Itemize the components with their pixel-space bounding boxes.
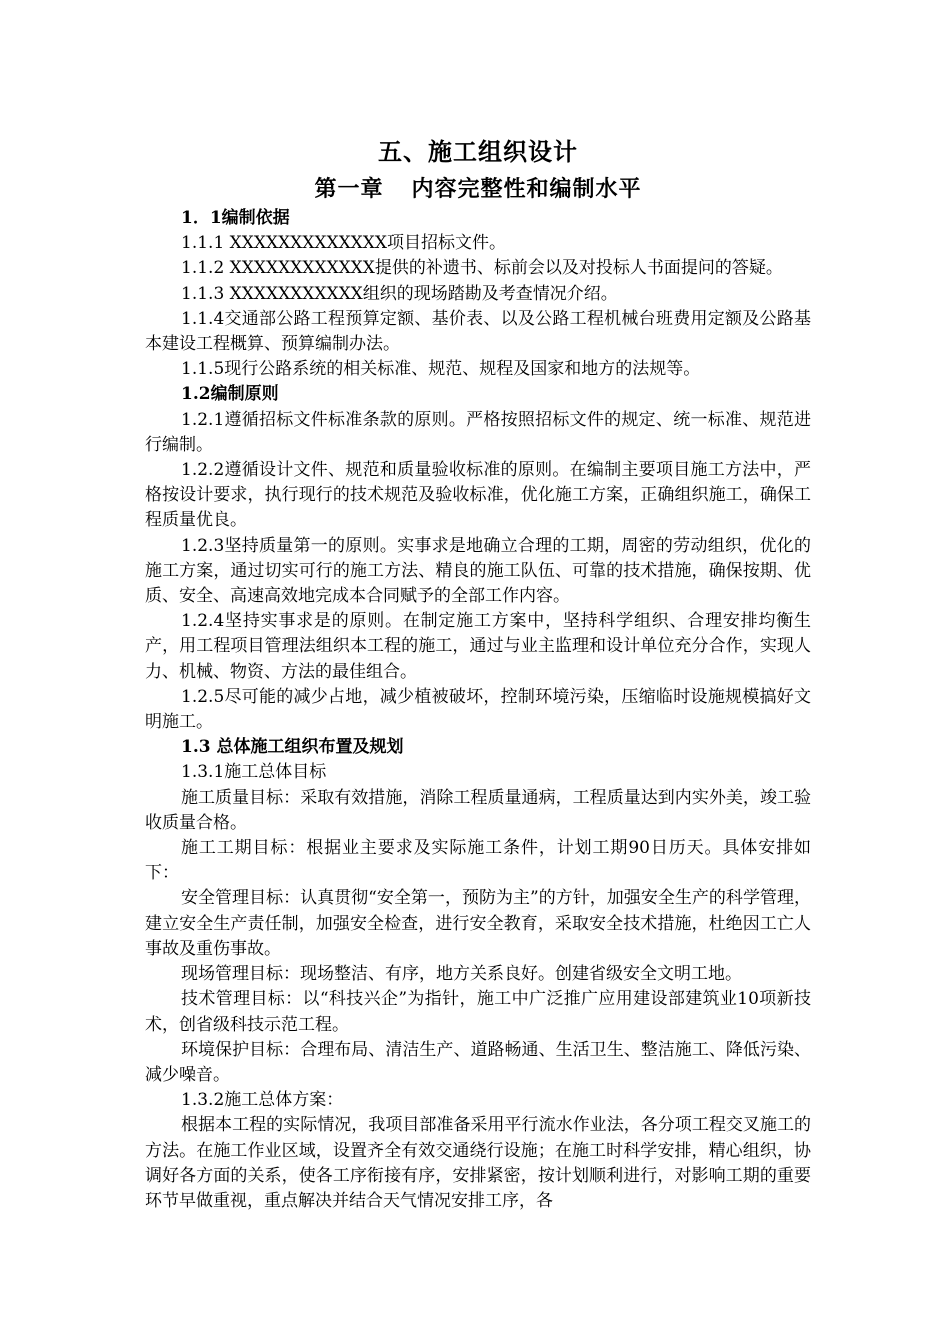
- environment-goal-paragraph: 环境保护目标：合理布局、清洁生产、道路畅通、生活卫生、整洁施工、降低污染、减少噪音。: [145, 1039, 811, 1085]
- paragraph-1-2-5: 1.2.5尽可能的减少占地，减少植被破坏，控制环境污染，压缩临时设施规模搞好文明施工。: [145, 686, 811, 733]
- paragraph-1-2-4: 1.2.4坚持实事求是的原则。在制定施工方案中，坚持科学组织、合理安排均衡生产，用工程项目管理法组织本工程的施工，通过与业主监理和设计单位充分合作，实现人力、机械、物资、方法的最佳组合。: [145, 611, 811, 682]
- paragraph-1-1-3: 1.1.3 XXXXXXXXXXX组织的现场踏勘及考查情况介绍。: [181, 283, 618, 304]
- paragraph-1-2-2: 1.2.2遵循设计文件、规范和质量验收标准的原则。在编制主要项目施工方法中，严格按设计要求，执行现行的技术规范及验收标准，优化施工方案，正确组织施工，确保工程质量优良。: [145, 460, 811, 531]
- subsection-heading-1-3-1: 1.3.1施工总体目标: [181, 762, 327, 783]
- schedule-goal-paragraph: 施工工期目标：根据业主要求及实际施工条件，计划工期90日历天。具体安排如下：: [145, 838, 811, 884]
- subsection-heading-1-3-2: 1.3.2施工总体方案：: [181, 1090, 344, 1111]
- paragraph-1-2-1: 1.2.1遵循招标文件标准条款的原则。严格按照招标文件的规定、统一标准、规范进行编制。: [145, 409, 811, 455]
- safety-goal-paragraph: 安全管理目标：认真贯彻“安全第一，预防为主”的方针，加强安全生产的科学管理，建立安全生产责任制，加强安全检查，进行安全教育，采取安全技术措施，杜绝因工亡人事故及重伤事故。: [145, 888, 811, 959]
- section-heading-1-1: 1．1编制依据: [181, 208, 290, 228]
- paragraph-1-1-1: 1.1.1 XXXXXXXXXXXXX项目招标文件。: [181, 233, 506, 254]
- paragraph-1-1-4: 1.1.4交通部公路工程预算定额、基价表、以及公路工程机械台班费用定额及公路基本建设工程概算、预算编制办法。: [145, 308, 811, 355]
- document-title: 五、施工组织设计: [378, 137, 578, 166]
- document-page: [145, 134, 811, 1214]
- chapter-prefix: 第一章: [314, 176, 384, 202]
- quality-goal-paragraph: 施工质量目标：采取有效措施，消除工程质量通病，工程质量达到内实外美，竣工验收质量合格。: [145, 787, 811, 833]
- section-heading-1-3: 1.3 总体施工组织布置及规划: [181, 737, 404, 758]
- paragraph-1-2-3: 1.2.3坚持质量第一的原则。实事求是地确立合理的工期，周密的劳动组织，优化的施工方案，通过切实可行的施工方法、精良的施工队伍、可靠的技术措施，确保按期、优质、安全、高速高效地完成本合同赋予的全部工作内容。: [145, 535, 811, 607]
- paragraph-1-1-5: 1.1.5现行公路系统的相关标准、规范、规程及国家和地方的法规等。: [181, 359, 701, 380]
- site-goal-paragraph: 现场管理目标：现场整洁、有序，地方关系良好。创建省级安全文明工地。: [181, 964, 742, 985]
- chapter-name: 内容完整性和编制水平: [411, 176, 642, 202]
- overall-plan-paragraph: 根据本工程的实际情况，我项目部准备采用平行流水作业法，各分项工程交叉施工的方法。在施工作业区域，设置齐全有效交通绕行设施；在施工时科学安排，精心组织，协调好各方面的关系，使各工序衔接有序，安排紧密，按计划顺利进行，对影响工期的重要环节早做重视，重点解决并结合天气情况安排工序，各: [145, 1115, 811, 1211]
- tech-goal-paragraph: 技术管理目标：以“科技兴企”为指针，施工中广泛推广应用建设部建筑业10项新技术，创省级科技示范工程。: [145, 989, 811, 1035]
- paragraph-1-1-2: 1.1.2 XXXXXXXXXXXX提供的补遗书、标前会以及对投标人书面提问的答疑。: [181, 258, 783, 279]
- section-heading-1-2: 1.2编制原则: [181, 384, 279, 405]
- chapter-title: [145, 172, 811, 206]
